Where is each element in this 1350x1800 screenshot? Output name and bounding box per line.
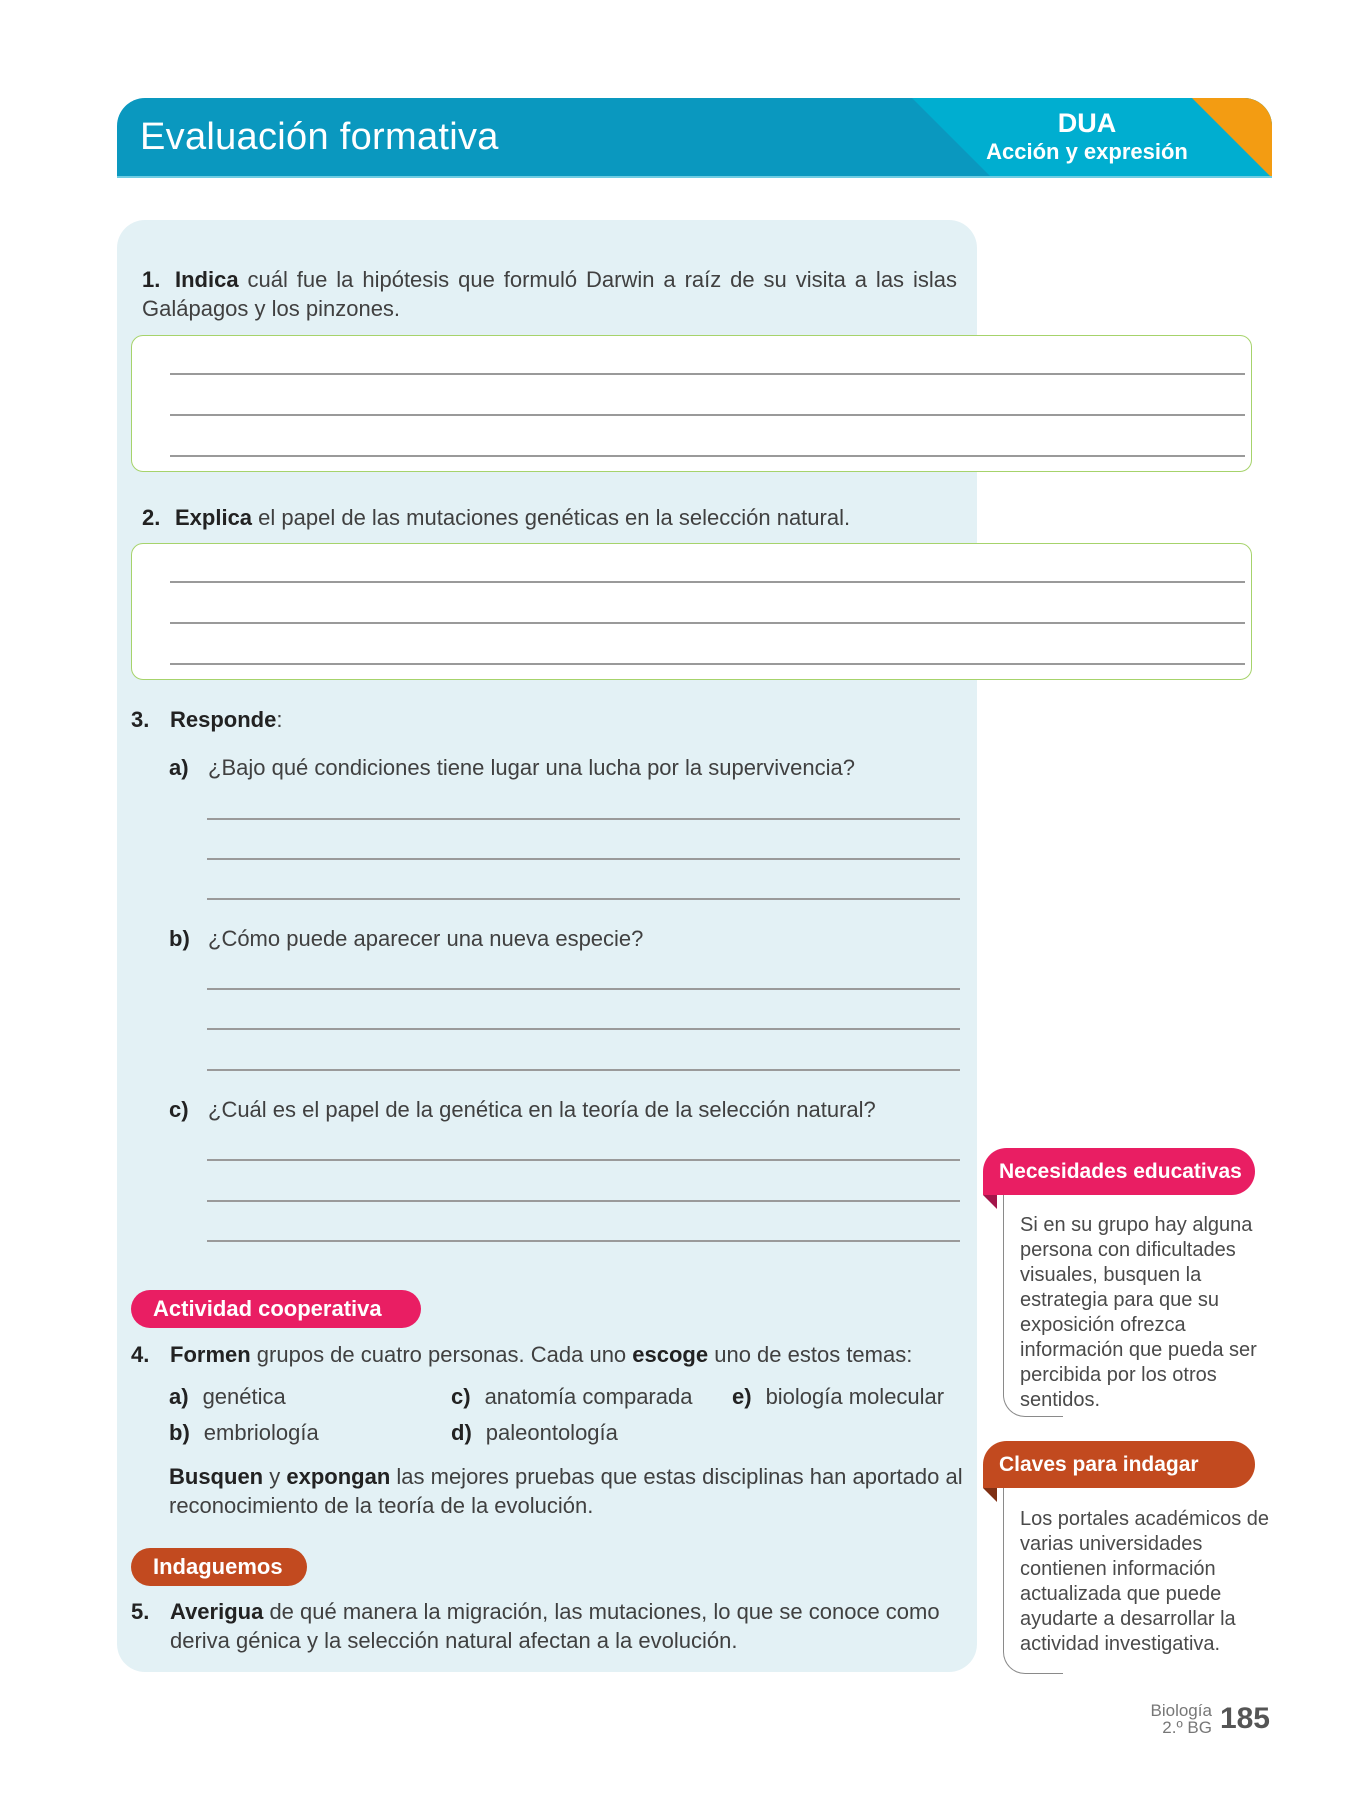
question-3c <box>169 1095 876 1124</box>
header-underline <box>117 176 1272 178</box>
question-number: 2. <box>142 505 161 530</box>
question-text: el papel de las mutaciones genéticas en la selección natural. <box>252 505 851 530</box>
answer-box-2[interactable] <box>131 543 1252 680</box>
question-suffix: : <box>276 707 283 732</box>
question-number: 4. <box>131 1342 150 1367</box>
answer-line[interactable] <box>170 581 1245 583</box>
question-text: y <box>263 1464 287 1489</box>
topic-letter: a) <box>169 1384 189 1409</box>
topic-letter: c) <box>451 1384 471 1409</box>
question-3a <box>169 753 855 782</box>
page-footer <box>1151 1702 1271 1736</box>
question-verb: Indica <box>175 267 239 292</box>
question-number: 5. <box>131 1599 150 1624</box>
answer-box-1[interactable] <box>131 335 1252 472</box>
question-1 <box>142 265 957 323</box>
answer-line[interactable] <box>207 1069 960 1071</box>
dua-badge <box>972 108 1202 166</box>
topic-text: genética <box>202 1384 286 1409</box>
special-needs-title: Necesidades educativas <box>983 1148 1255 1195</box>
question-3b <box>169 924 643 953</box>
answer-line[interactable] <box>207 988 960 990</box>
topic-d <box>451 1418 618 1447</box>
topic-a <box>169 1382 286 1411</box>
item-text: ¿Cuál es el papel de la genética en la teoría de la selección natural? <box>208 1097 876 1122</box>
answer-line[interactable] <box>207 1159 960 1161</box>
answer-line[interactable] <box>207 858 960 860</box>
page-number: 185 <box>1219 1702 1270 1735</box>
grade-label: 2.º BG <box>1162 1718 1212 1737</box>
item-text: ¿Bajo qué condiciones tiene lugar una lucha por la supervivencia? <box>208 755 855 780</box>
topic-e <box>732 1382 944 1411</box>
dua-badge-title: DUA <box>1057 108 1117 138</box>
tab-fold <box>983 1195 997 1209</box>
question-text: uno de estos temas: <box>708 1342 913 1367</box>
answer-line[interactable] <box>207 1240 960 1242</box>
indaguemos-badge: Indaguemos <box>131 1548 307 1586</box>
topic-text: biología molecular <box>765 1384 945 1409</box>
question-4 <box>131 1340 961 1369</box>
question-3 <box>131 705 282 734</box>
question-verb: Averigua <box>170 1599 264 1624</box>
question-text: cuál fue la hipótesis que formuló Darwin a raíz de su visita a las islas Galápagos y los pinzones. <box>142 267 957 321</box>
answer-line[interactable] <box>170 622 1245 624</box>
answer-line[interactable] <box>170 373 1245 375</box>
question-4-instructions <box>169 1462 969 1520</box>
answer-line[interactable] <box>207 1200 960 1202</box>
topic-letter: b) <box>169 1420 190 1445</box>
item-text: ¿Cómo puede aparecer una nueva especie? <box>208 926 644 951</box>
question-verb: Busquen <box>169 1464 264 1489</box>
answer-line[interactable] <box>170 414 1245 416</box>
page-title: Evaluación formativa <box>140 116 499 158</box>
question-text: de qué manera la migración, las mutaciones, lo que se conoce como deriva génica y la selección natural afectan a la evolución. <box>170 1599 940 1653</box>
tab-fold <box>983 1488 997 1502</box>
question-2 <box>142 503 957 532</box>
research-keys-title: Claves para indagar <box>983 1441 1255 1488</box>
topic-b <box>169 1418 319 1447</box>
topic-text: embriología <box>203 1420 319 1445</box>
question-text: las mejores pruebas que estas disciplinas han aportado al reconocimiento de la teoría de la evolución. <box>169 1464 963 1518</box>
question-text: grupos de cuatro personas. Cada uno <box>250 1342 633 1367</box>
cooperative-activity-badge: Actividad cooperativa <box>131 1290 421 1328</box>
special-needs-text: Si en su grupo hay alguna persona con dificultades visuales, busquen la estrategia para que su exposición ofrezca información que pueda ser percibida por los otros sentidos. <box>1020 1214 1257 1411</box>
answer-line[interactable] <box>207 898 960 900</box>
research-keys-text: Los portales académicos de varias universidades contienen información actualizada que puede ayudarte a desarrollar la actividad investigativa. <box>1020 1508 1270 1655</box>
answer-line[interactable] <box>207 1028 960 1030</box>
answer-line[interactable] <box>170 455 1245 457</box>
question-verb: Explica <box>175 505 253 530</box>
topic-letter: d) <box>451 1420 472 1445</box>
item-letter: a) <box>169 755 189 780</box>
question-number: 1. <box>142 267 161 292</box>
topic-letter: e) <box>732 1384 752 1409</box>
question-verb: Formen <box>170 1342 251 1367</box>
topic-c <box>451 1382 692 1411</box>
item-letter: c) <box>169 1097 189 1122</box>
answer-line[interactable] <box>170 663 1245 665</box>
subject-label: Biología <box>1150 1701 1212 1720</box>
item-letter: b) <box>169 926 190 951</box>
topic-text: anatomía comparada <box>484 1384 693 1409</box>
question-verb: Responde <box>170 707 277 732</box>
dua-badge-subtitle: Acción y expresión <box>986 139 1188 164</box>
question-verb: expongan <box>286 1464 391 1489</box>
question-5 <box>131 1597 971 1655</box>
question-number: 3. <box>131 707 150 732</box>
footer-subject <box>1151 1702 1212 1736</box>
question-verb: escoge <box>632 1342 709 1367</box>
section-header <box>117 98 1272 178</box>
answer-line[interactable] <box>207 818 960 820</box>
topic-text: paleontología <box>485 1420 618 1445</box>
